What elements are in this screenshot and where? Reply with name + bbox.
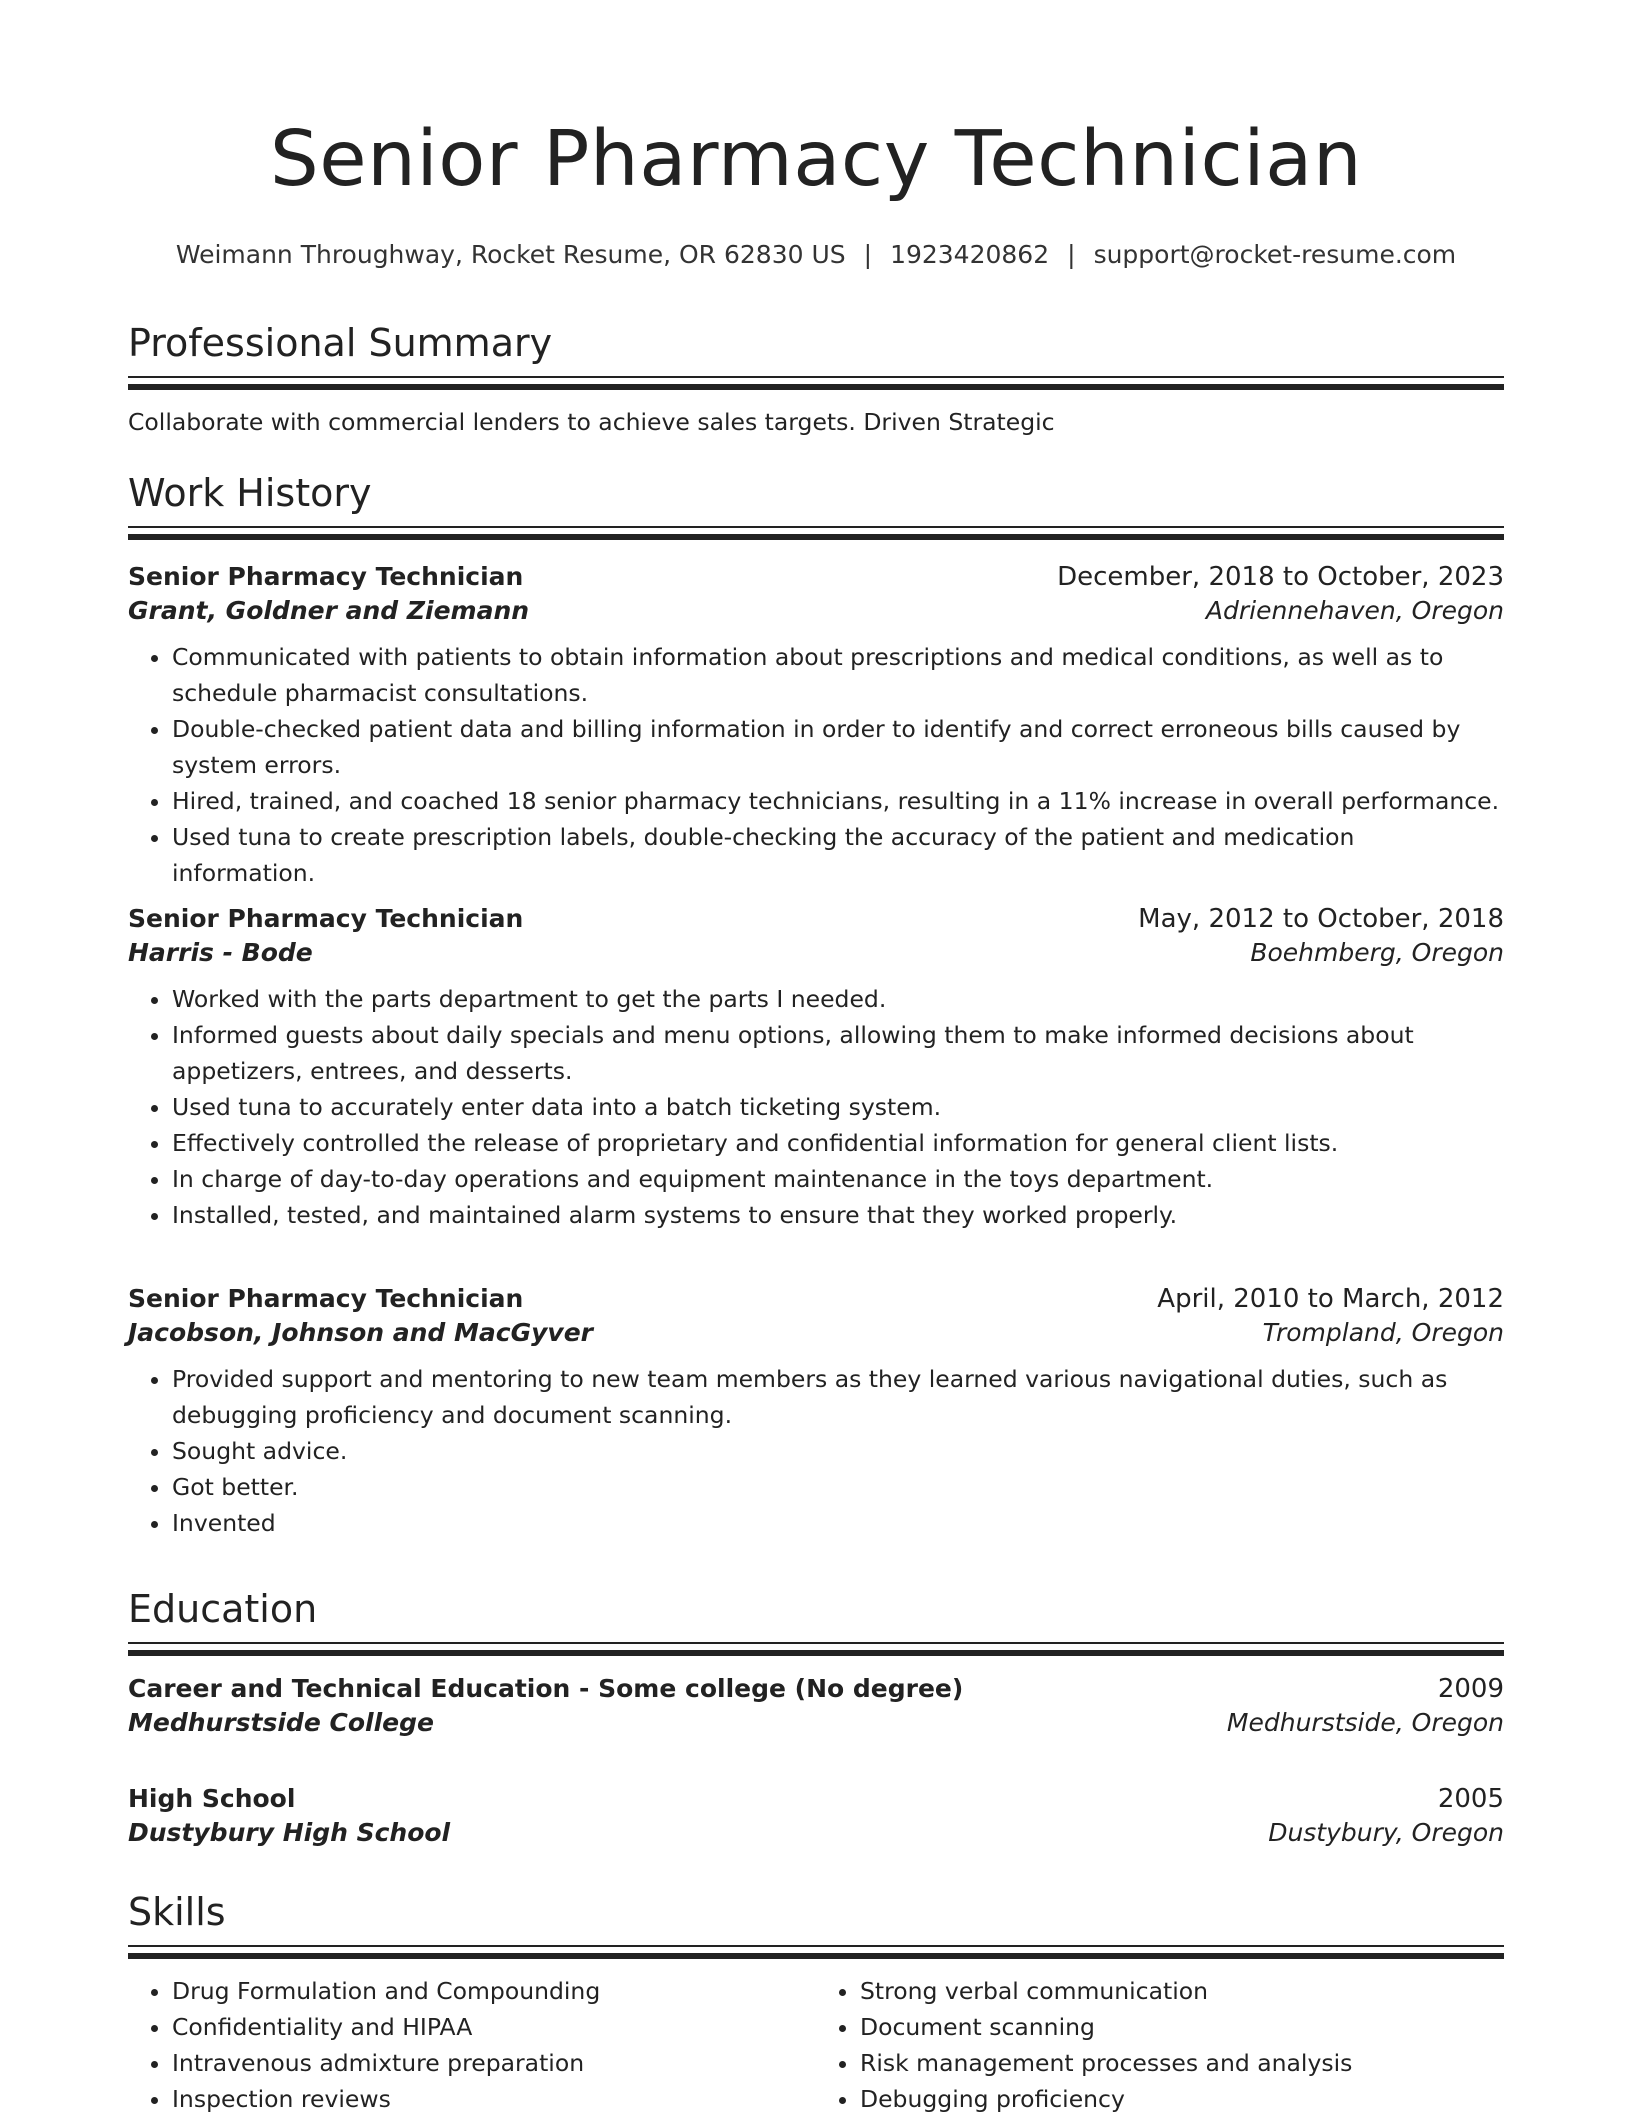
education-entry [128,1674,1504,1737]
job-title: Senior Pharmacy Technician [128,904,524,933]
job-bullet: • Invented [172,1505,1504,1541]
education-degree: Career and Technical Education - Some college (No degree) [128,1674,964,1703]
job-bullet: • Worked with the parts department to get the parts I needed. [172,981,1504,1017]
section-divider [128,526,1504,540]
job-dates: April, 2010 to March, 2012 [1157,1284,1504,1314]
job-dates: May, 2012 to October, 2018 [1138,904,1504,934]
section-heading: Work History [128,471,372,515]
job-location: Adriennehaven, Oregon [1205,596,1504,625]
job-bullet: • Effectively controlled the release of proprietary and confidential information for general client lists. [172,1125,1504,1161]
job-entry [128,562,1504,891]
job-bullet: • Provided support and mentoring to new team members as they learned various navigational duties, such as debugging proficiency and document scanning. [172,1361,1504,1433]
contact-separator: | [1067,240,1076,269]
education-degree: High School [128,1784,296,1813]
job-employer: Harris - Bode [128,938,313,967]
education-school: Dustybury High School [128,1818,451,1847]
skill-item: • Debugging proficiency [860,2081,1504,2117]
job-bullet: • Installed, tested, and maintained alarm systems to ensure that they worked properly. [172,1197,1504,1233]
job-location: Trompland, Oregon [1262,1318,1504,1347]
section-heading: Education [128,1587,318,1631]
work-section [128,471,1504,540]
skills-section [128,1890,1504,2117]
education-year: 2005 [1437,1784,1504,1814]
skills-columns [128,1973,1504,2117]
job-bullet: • Used tuna to accurately enter data into a batch ticketing system. [172,1089,1504,1125]
contact-email: support@rocket-resume.com [1093,240,1457,269]
job-title: Senior Pharmacy Technician [128,562,524,591]
skill-item: • Strong verbal communication [860,1973,1504,2009]
resume-title: Senior Pharmacy Technician [269,115,1363,204]
skill-item: • Confidentiality and HIPAA [172,2009,816,2045]
job-bullets [128,981,1504,1233]
job-bullet: • In charge of day-to-day operations and equipment maintenance in the toys department. [172,1161,1504,1197]
job-bullet: • Hired, trained, and coached 18 senior pharmacy technicians, resulting in a 11% increase in overall performance. [172,783,1504,819]
section-divider [128,376,1504,390]
job-employer: Grant, Goldner and Ziemann [128,596,530,625]
skill-item: • Drug Formulation and Compounding [172,1973,816,2009]
skill-item: • Risk management processes and analysis [860,2045,1504,2081]
job-bullet: • Got better. [172,1469,1504,1505]
section-divider [128,1945,1504,1959]
skill-item: • Inspection reviews [172,2081,816,2117]
section-heading: Skills [128,1890,226,1934]
job-bullet: • Communicated with patients to obtain information about prescriptions and medical conditions, as well as to schedule pharmacist consultations. [172,639,1504,711]
contact-phone: 1923420862 [890,240,1050,269]
summary-text: Collaborate with commercial lenders to achieve sales targets. Driven Strategic [128,408,1055,436]
education-location: Dustybury, Oregon [1268,1818,1504,1847]
summary-section [128,321,1504,436]
contact-address: Weimann Throughway, Rocket Resume, OR 62830 US [175,240,846,269]
section-divider [128,1642,1504,1656]
job-bullets [128,1361,1504,1541]
skills-list-right [816,1973,1504,2117]
contact-line [0,240,1632,269]
job-title: Senior Pharmacy Technician [128,1284,524,1313]
job-bullet: • Sought advice. [172,1433,1504,1469]
education-location: Medhurstside, Oregon [1226,1708,1504,1737]
job-employer: Jacobson, Johnson and MacGyver [128,1318,593,1347]
job-bullet: • Used tuna to create prescription labels, double-checking the accuracy of the patient and medication information. [172,819,1504,891]
skill-item: • Intravenous admixture preparation [172,2045,816,2081]
job-bullet: • Double-checked patient data and billing information in order to identify and correct erroneous bills caused by system errors. [172,711,1504,783]
job-entry [128,1284,1504,1541]
job-dates: December, 2018 to October, 2023 [1057,562,1504,592]
job-bullets [128,639,1504,891]
job-location: Boehmberg, Oregon [1250,938,1504,967]
contact-separator: | [863,240,873,269]
skills-list-left [128,1973,816,2117]
education-section [128,1587,1504,1656]
job-entry [128,904,1504,1233]
skill-item: • Document scanning [860,2009,1504,2045]
section-heading: Professional Summary [128,321,553,365]
education-entry [128,1784,1504,1847]
job-bullet: • Informed guests about daily specials and menu options, allowing them to make informed decisions about appetizers, entrees, and desserts. [172,1017,1504,1089]
education-school: Medhurstside College [128,1708,434,1737]
education-year: 2009 [1437,1674,1504,1704]
